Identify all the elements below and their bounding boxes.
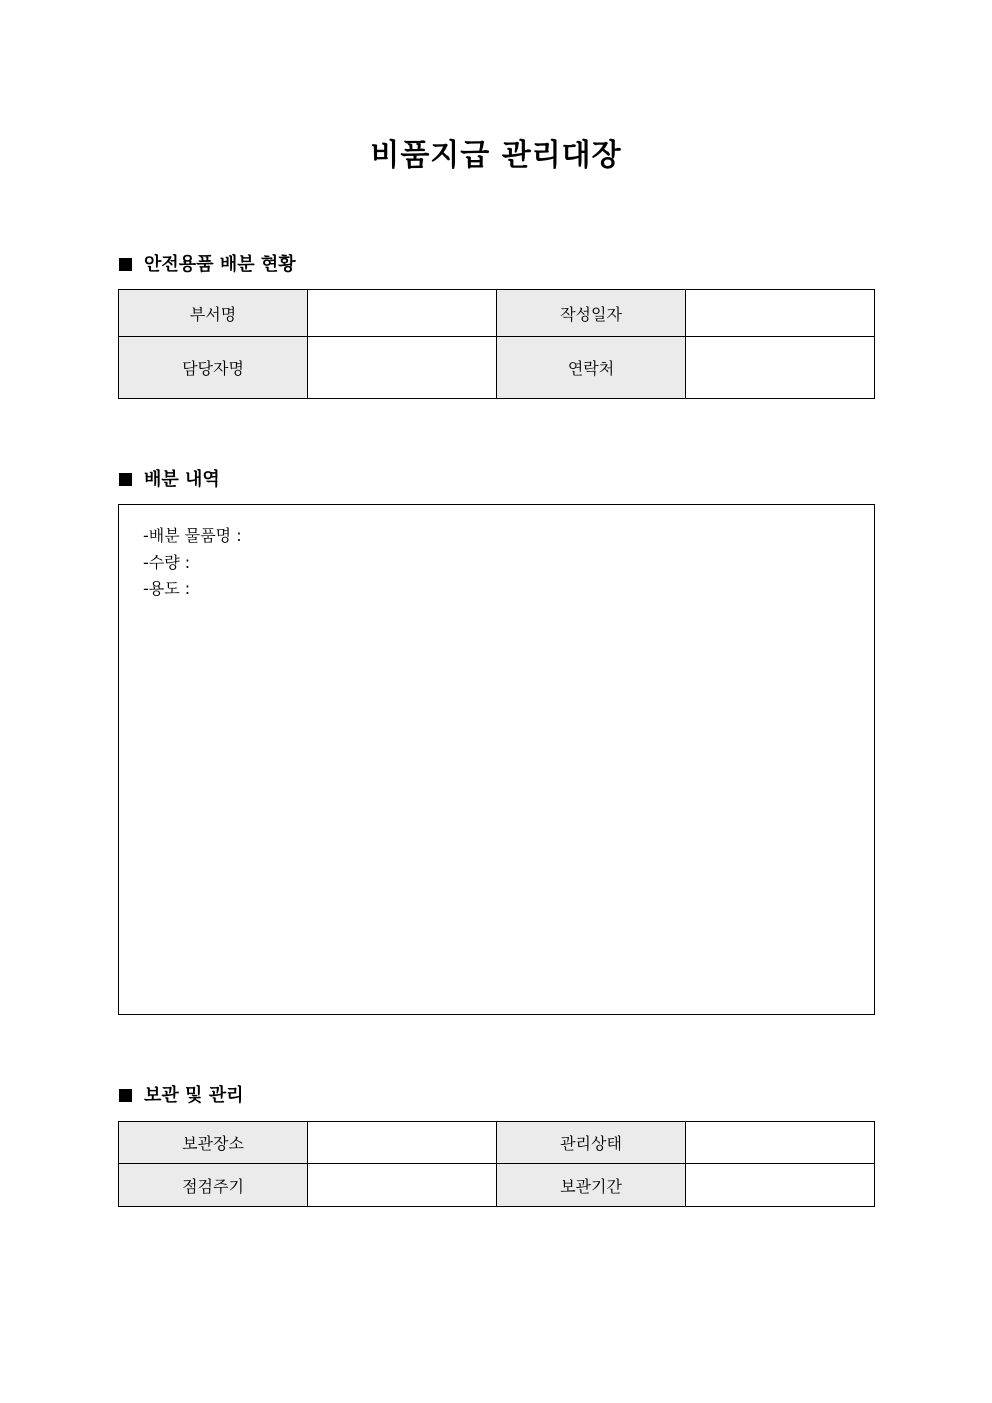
- label-management-status: 관리상태: [497, 1122, 686, 1164]
- label-inspection-cycle: 점검주기: [119, 1164, 308, 1207]
- table-row: [119, 1164, 875, 1207]
- detail-line-quantity: -수량 :: [143, 552, 191, 572]
- table-row: [119, 290, 875, 337]
- table-row: [119, 1122, 875, 1164]
- section-heading-text: 배분 내역: [144, 469, 220, 490]
- storage-management-table: [118, 1121, 875, 1207]
- section-heading-text: 안전용품 배분 현황: [144, 254, 296, 275]
- section-heading-text: 보관 및 관리: [144, 1085, 244, 1106]
- value-management-status[interactable]: [686, 1122, 875, 1164]
- label-manager-name: 담당자명: [119, 337, 308, 399]
- page-title: 비품지급 관리대장: [370, 138, 622, 173]
- value-department[interactable]: [308, 290, 497, 337]
- label-storage-period: 보관기간: [497, 1164, 686, 1207]
- value-written-date[interactable]: [686, 290, 875, 337]
- details-lines: [143, 523, 242, 603]
- value-storage-period[interactable]: [686, 1164, 875, 1207]
- label-contact: 연락처: [497, 337, 686, 399]
- black-square-icon: [119, 473, 132, 486]
- distribution-details-box[interactable]: [118, 504, 875, 1015]
- value-manager-name[interactable]: [308, 337, 497, 399]
- label-department: 부서명: [119, 290, 308, 337]
- table-row: [119, 337, 875, 399]
- label-written-date: 작성일자: [497, 290, 686, 337]
- black-square-icon: [119, 1089, 132, 1102]
- section-heading-distribution-status: [119, 253, 296, 277]
- black-square-icon: [119, 258, 132, 271]
- value-inspection-cycle[interactable]: [308, 1164, 497, 1207]
- section-heading-storage-management: [119, 1084, 243, 1108]
- distribution-status-table: [118, 289, 875, 399]
- label-storage-location: 보관장소: [119, 1122, 308, 1164]
- detail-line-purpose: -용도 :: [143, 579, 191, 598]
- value-storage-location[interactable]: [308, 1122, 497, 1164]
- value-contact[interactable]: [686, 337, 875, 399]
- section-heading-distribution-details: [119, 468, 220, 492]
- detail-line-item-name: -배분 물품명 :: [143, 526, 242, 545]
